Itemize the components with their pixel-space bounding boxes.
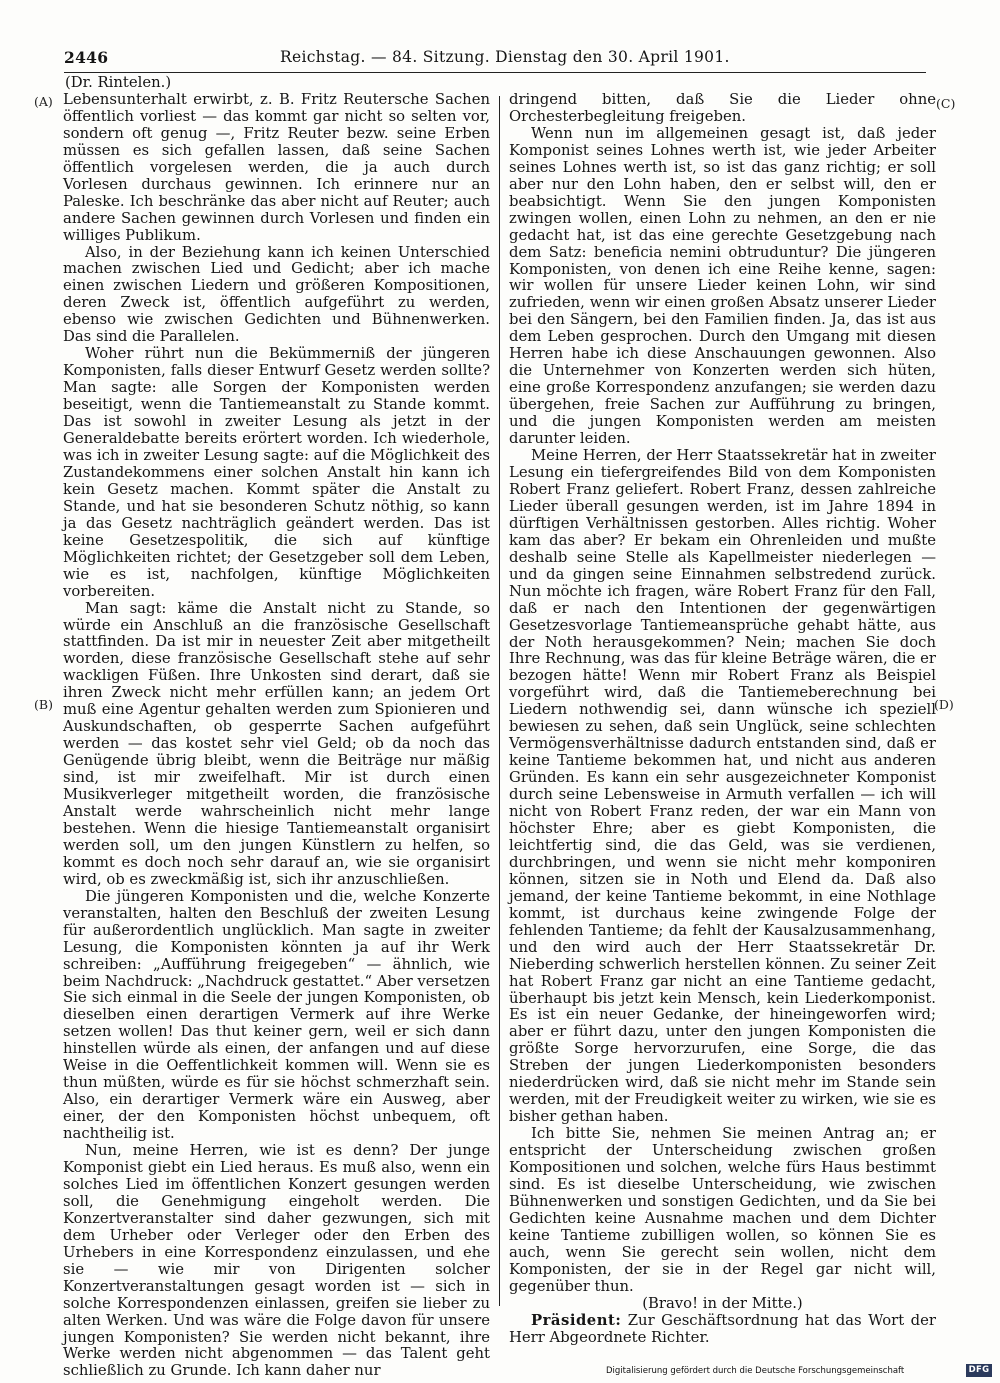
paragraph: Man sagt: käme die Anstalt nicht zu Stande, so würde ein Anschluß an die französische Gesellschaft stattfinden. Da ist mir in neuester Zeit aber mitgetheilt worden, diese französische Gesellschaft stehe auf sehr wackligen Füßen. Ihre Unkosten sind derart, daß sie ihren Zweck nicht mehr erfüllen kann; an jedem Ort muß eine Agentur gehalten werden zum Spionieren und Auskundschaften, ob gesperrte Sachen aufgeführt werden — das kostet sehr viel Geld; ob da noch das Genügende übrig bleibt, wenn die Beiträge nur mäßig sind, ist mir zweifelhaft. Mir ist durch einen Musikverleger mitgetheilt worden, die französische Anstalt werde wahrscheinlich nicht mehr lange bestehen. Wenn die hiesige Tantiemeanstalt organisirt werden soll, um den jungen Künstlern zu helfen, so kommt es doch noch sehr darauf an, wie sie organisirt wird, ob es zweckmäßig ist, sich ihr anzuschließen. [63,599,490,888]
digitization-credit: Digitalisierung gefördert durch die Deutsche Forschungsgemeinschaft [606,1366,905,1376]
right-column [509,92,936,1347]
president-paragraph [509,1313,936,1347]
running-header [64,46,926,73]
president-text: Zur Geschäftsordnung hat das Wort der Herr Abgeordnete Richter. [509,1311,936,1346]
dfg-logo: DFG [966,1364,992,1377]
column-divider [499,96,500,1306]
paragraph: dringend bitten, daß Sie die Lieder ohne Orchesterbegleitung freigeben. [509,91,936,125]
page-number: 2446 [64,48,109,67]
paragraph: Woher rührt nun die Bekümmerniß der jüngeren Komponisten, falls dieser Entwurf Gesetz werden sollte? Man sagte: alle Sorgen der Komponisten werden beseitigt, wenn die Tantiemeanstalt zu Stande kommt. Das ist sowohl in zweiter Lesung als jetzt in der Generaldebatte bereits erörtert worden. Ich wiederhole, was ich in zweiter Lesung sagte: auf die Möglichkeit des Zustandekommens einer solchen Anstalt hin kann ich kein Gesetz machen. Kommt später die Anstalt zu Stande, und hat sie besonderen Schutz nöthig, so kann ja das Gesetz nachträglich geändert werden. Das ist keine Gesetzespolitik, die sich auf künftige Möglichkeiten richtet; der Gesetzgeber soll dem Leben, wie es ist, nachfolgen, künftige Möglichkeiten vorbereiten. [63,345,490,600]
margin-marker-a: (A) [34,94,53,109]
running-head-title: Reichstag. — 84. Sitzung. Dienstag den 30. April 1901. [280,48,730,66]
paragraph: Die jüngeren Komponisten und die, welche Konzerte veranstalten, halten den Beschluß der zweiten Lesung für außerordentlich unglücklich. Man sagte in zweiter Lesung, die Komponisten könnten ja auf ihr Werk schreiben: „Aufführung freigegeben“ — ähnlich, wie beim Nachdruck: „Nachdruck gestattet.“ Aber versetzen Sie sich einmal in die Seele der jungen Komponisten, ob dieselben einen derartigen Vermerk auf ihre Werke setzen wollen! Das thut keiner gern, weil er sich dann hinstellen würde als einen, der anfangen und auf diese Weise in die Oeffentlichkeit kommen will. Wenn sie es thun müßten, würde es für sie höchst schmerzhaft sein. Also, ein derartiger Vermerk wäre ein Ausweg, aber einer, der den Komponisten höchst unbequem, oft nachtheilig ist. [63,887,490,1143]
margin-marker-c: (C) [936,96,956,111]
speaker-label: (Dr. Rintelen.) [65,74,172,91]
paragraph: Ich bitte Sie, nehmen Sie meinen Antrag an; er entspricht der Unterscheidung zwischen großen Kompositionen und solchen, welche fürs Haus bestimmt sind. Es ist dieselbe Unterscheidung, wie zwischen Bühnenwerken und sonstigen Gedichten, und da Sie bei Gedichten keine Ausnahme machen und dem Dichter keine Tantieme zubilligen wollen, so können Sie es auch, wenn Sie gerecht sein wollen, nicht dem Komponisten, der sie in der Regel gar nicht will, gegenüber thun. [509,1125,936,1295]
paragraph: Meine Herren, der Herr Staatssekretär hat in zweiter Lesung ein tiefergreifendes Bild von dem Komponisten Robert Franz geliefert. Robert Franz, dessen zahlreiche Lieder überall gesungen werden, ist im Jahre 1894 in dürftigen Verhältnissen gestorben. Alles richtig. Woher kam das aber? Er bekam ein Ohrenleiden und mußte deshalb seine Stelle als Kapellmeister niederlegen — und da gingen seine Einnahmen selbstredend zurück. Nun möchte ich fragen, wäre Robert Franz für den Fall, daß er nach den Intentionen der gegenwärtigen Gesetzesvorlage Tantiemeansprüche gehabt hätte, aus der Noth herausgekommen? Nein; machen Sie doch Ihre Rechnung, was das für kleine Beträge wären, die er bezogen hätte! Wenn mir Robert Franz als Beispiel vorgeführt wird, daß die Tantiemeberechnung bei Liedern nothwendig sei, dann wünsche ich speziell bewiesen zu sehen, daß sein Unglück, seine schlechten Vermögensverhältnisse dadurch entstanden sind, daß er keine Tantieme bekommen hat, und nicht aus anderen Gründen. Es kann ein sehr ausgezeichneter Komponist durch seine Lebensweise in Armuth verfallen — ich will nicht von Robert Franz reden, der war ein Mann von höchster Ehre; aber es giebt Komponisten, die leichtfertig sind, die das Geld, was sie verdienen, durchbringen, und wenn sie nicht mehr komponiren können, sitzen sie in Noth und Elend da. Daß also jemand, der keine Tantieme bekommt, in eine Nothlage kommt, ist durchaus keine zwingende Folge der fehlenden Tantieme; da fehlt der Kausalzusammenhang, und den wird auch der Herr Staatssekretär Dr. Nieberding schwerlich herstellen können. Zu seiner Zeit hat Robert Franz gar nicht an eine Tantieme gedacht, überhaupt bis jetzt kein Mensch, kein Liederkomponist. Es ist ein neuer Gedanke, der hineingeworfen wird; aber er führt dazu, unter den jungen Komponisten die größte Sorge hervorzurufen, eine Sorge, die das Streben der jungen Liederkomponisten besonders niederdrücken wird, daß sie nicht mehr im Stande sein werden, mit der Freudigkeit weiter zu wirken, wie sie es bisher gethan haben. [509,447,936,1126]
president-label: Präsident: [531,1311,622,1329]
paragraph: Wenn nun im allgemeinen gesagt ist, daß jeder Komponist seines Lohnes werth ist, wie jeder Arbeiter seines Lohnes werth ist, so ist das ganz richtig; er soll aber nur den Lohn haben, den er selbst will, den er beabsichtigt. Wenn Sie den jungen Komponisten zwingen wollen, einen Lohn zu nehmen, an den er nie gedacht hat, ist das eine gerechte Gesetzgebung nach dem Satz: beneficia nemini obtruduntur? Die jüngeren Komponisten, von denen ich eine Reihe kenne, sagen: wir wollen für unsere Lieder keinen Lohn, wir sind zufrieden, wenn wir einen großen Absatz unserer Lieder bei den Sängern, bei den Familien finden. Ja, das ist aus dem Leben gesprochen. Durch den Umgang mit diesen Herren habe ich diese Anschauungen gewonnen. Also die Unternehmer von Konzerten werden sich hüten, eine große Korrespondenz anzufangen; sie werden dazu übergehen, freie Sachen zur Aufführung zu bringen, und die jungen Komponisten werden am meisten darunter leiden. [509,124,936,448]
margin-marker-b: (B) [34,697,53,712]
interjection: (Bravo! in der Mitte.) [642,1294,803,1312]
paragraph: Nun, meine Herren, wie ist es denn? Der junge Komponist giebt ein Lied heraus. Es muß also, wenn ein solches Lied im öffentlichen Konzert gesungen werden soll, die Genehmigung eingeholt werden. Die Konzertveranstalter sind daher gezwungen, sich mit dem Urheber oder Verleger oder den Erben des Urhebers in eine Korrespondenz einzulassen, und ehe sie — wie mir von Dirigenten solcher Konzertveranstaltungen gesagt worden ist — sich in solche Korrespondenzen einlassen, greifen sie lieber zu alten Werken. Und was wäre die Folge davon für unsere jungen Komponisten? Sie werden nicht bekannt, ihre Werke werden nicht abgenommen — das Talent geht schließlich zu Grunde. Ich kann daher nur [63,1142,490,1380]
paragraph: Also, in der Beziehung kann ich keinen Unterschied machen zwischen Lied und Gedicht; aber ich mache einen zwischen Liedern und größeren Kompositionen, deren Zweck ist, öffentlich aufgeführt zu werden, ebenso wie zwischen Gedichten und Bühnenwerken. Das sind die Parallelen. [63,243,490,346]
paragraph: Lebensunterhalt erwirbt, z. B. Fritz Reutersche Sachen öffentlich vorliest — das kommt gar nicht so selten vor, sondern oft genug —, Fritz Reuter bezw. seine Erben müssen es sich gefallen lassen, daß seine Sachen öffentlich vorgelesen werden, die ja auch durch Vorlesen durchaus gewinnen. Ich erinnere nur an Paleske. Ich beschränke das aber nicht auf Reuter; auch andere Sachen gewinnen durch Vorlesen und finden ein williges Publikum. [63,90,490,244]
margin-marker-d: (D) [934,697,954,712]
left-column [63,75,490,1380]
